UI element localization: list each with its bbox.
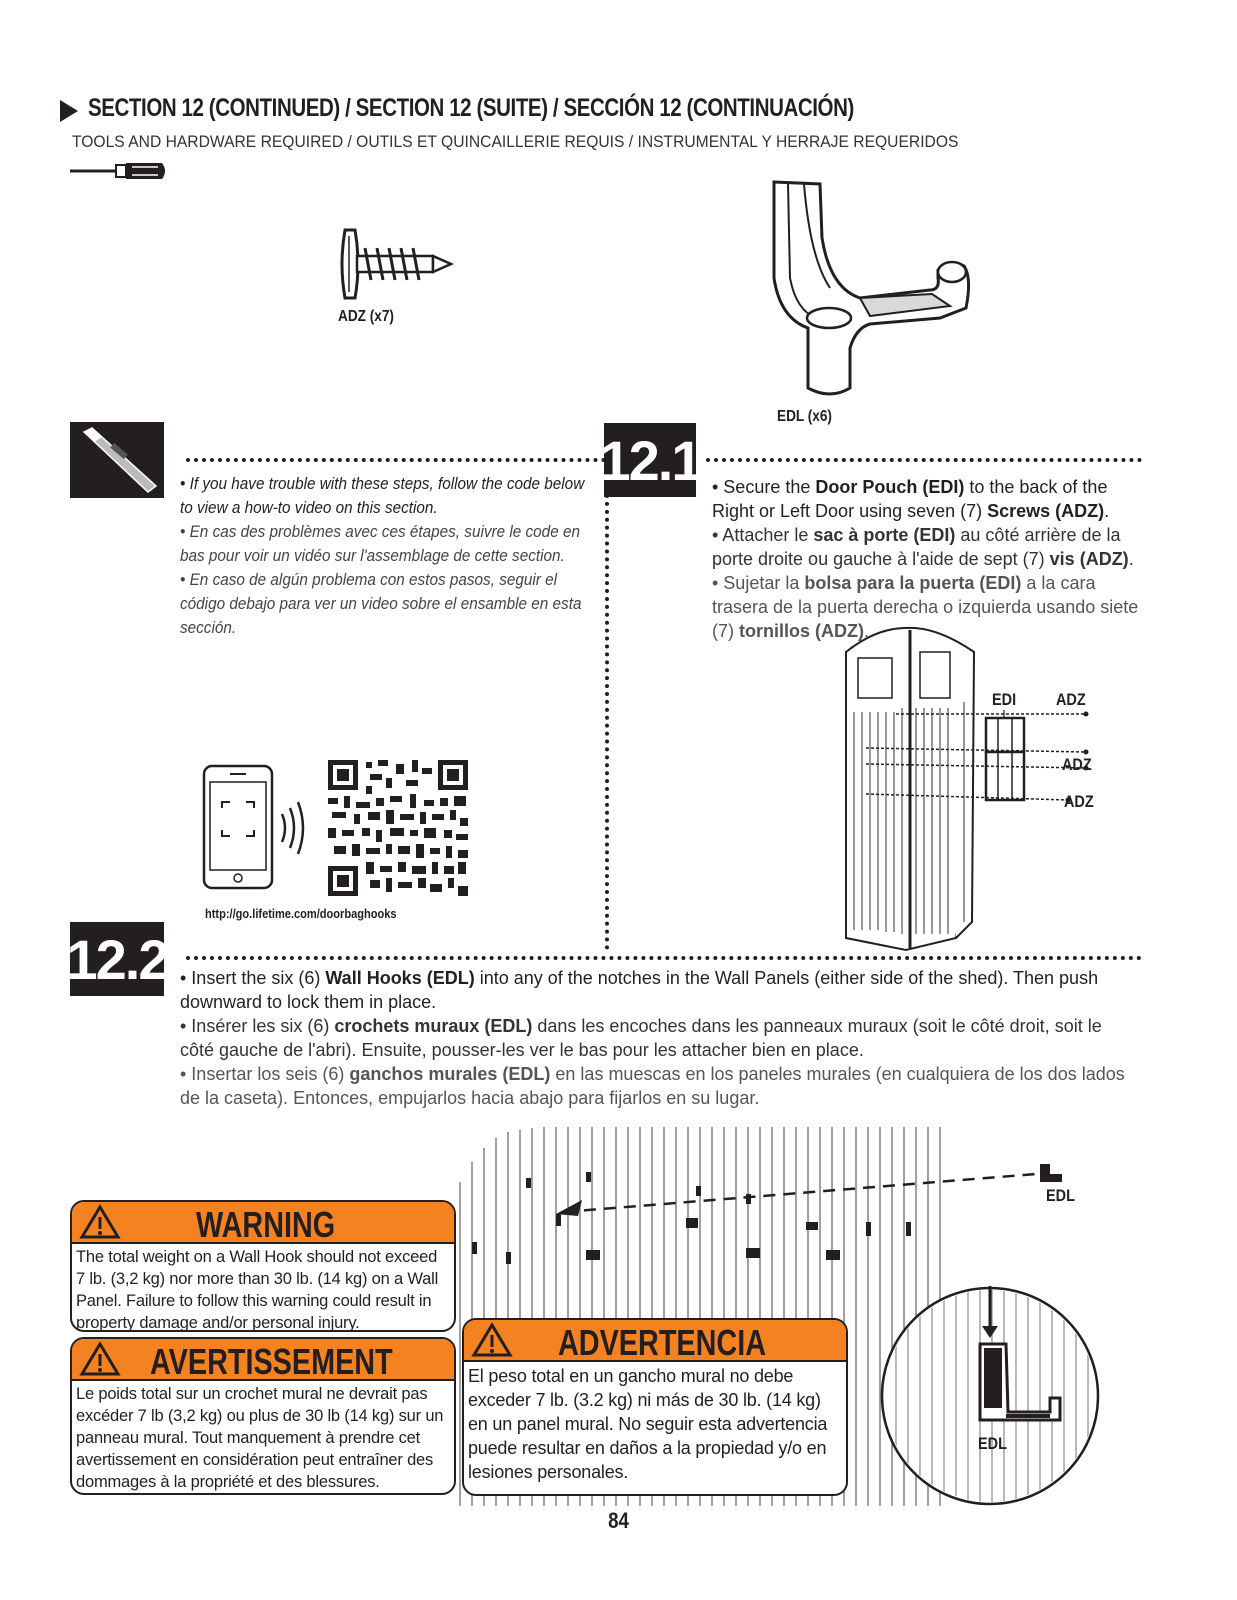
step-12-1-en: • Secure the Door Pouch (EDI) to the back of the Right or Left Door using seven (7) Screws (ADZ). (712, 477, 1110, 521)
page-title: SECTION 12 (CONTINUED) / SECTION 12 (SUITE) / SECCIÓN 12 (CONTINUACIÓN) (88, 94, 854, 122)
step-12-2-es: • Insertar los seis (6) ganchos murales (EDL) en las muescas en los paneles murales (en cualquiera de los dos lados de la caseta). Entonces, empujarlos hacia abajo para fijarlos en su lugar. (180, 1064, 1125, 1108)
diagram-label-edl: EDL (1046, 1186, 1075, 1205)
screw-label: ADZ (x7) (338, 308, 394, 325)
step-12-1-es: • Sujetar la bolsa para la puerta (EDI) a la cara trasera de la puerta derecha o izquierda usando siete (7) tornillos (ADZ). (712, 573, 1139, 641)
tip-es: • En caso de algún problema con estos pasos, seguir el código debajo para ver un video sobre el ensamble en esta sección. (180, 570, 582, 637)
tip-pencil-icon (70, 422, 164, 498)
wall-hook-edl-icon (760, 178, 980, 400)
step-12-1-badge: 12.1 (604, 423, 696, 497)
screw-adz-icon (335, 228, 455, 300)
divider-dots-vertical (605, 494, 609, 950)
warning-triangle-icon (80, 1342, 120, 1376)
warning-title: ADVERTENCIA (558, 1322, 767, 1363)
warning-text: The total weight on a Wall Hook should not exceed 7 lb. (3,2 kg) nor more than 30 lb. (14 kg) on a Wall Panel. Failure to follow this warning could result in property damage and/or personal injury. (76, 1248, 439, 1332)
diagram-label-adz: ADZ (1062, 755, 1092, 774)
step-12-1-text (712, 475, 1142, 643)
step-12-2-fr: • Insérer les six (6) crochets muraux (EDL) dans les encoches dans les panneaux muraux (soit le côté droit, soit le côté gauche de l'abri). Ensuite, pousser-les ver le bas pour les attacher bien en place. (180, 1016, 1102, 1060)
divider-dots (706, 458, 1142, 462)
page-number: 84 (608, 1508, 629, 1533)
video-url-link[interactable]: http://go.lifetime.com/doorbaghooks (205, 906, 397, 921)
hook-label: EDL (x6) (777, 408, 832, 425)
warning-header (464, 1320, 846, 1362)
section-arrow-icon (60, 100, 78, 122)
step-12-2-text (180, 966, 1140, 1110)
warning-box-es (462, 1318, 848, 1496)
phone-scan-icon (202, 764, 314, 890)
warning-header (72, 1339, 454, 1381)
qr-code[interactable] (326, 758, 470, 898)
warning-text: El peso total en un gancho mural no debe exceder 7 lb. (3.2 kg) ni más de 30 lb. (14 kg) en un panel mural. No seguir esta advertencia puede resultar en daños a la propiedad y/o en lesiones personales. (468, 1366, 828, 1482)
warning-text: Le poids total sur un crochet mural ne devrait pas excéder 7 lb (3,2 kg) ou plus de 30 lb (14 kg) sur un panneau mural. Tout manquement à prendre cet avertissement en considération peut entraîner des dommages à la propriété et des blessures. (76, 1385, 444, 1491)
tools-subtitle: TOOLS AND HARDWARE REQUIRED / OUTILS ET QUINCAILLERIE REQUIS / INSTRUMENTAL Y HERRAJE REQUERIDOS (72, 132, 959, 151)
warning-box-fr (70, 1337, 456, 1495)
warning-header (72, 1202, 454, 1244)
tip-fr: • En cas des problèmes avec ces étapes, suivre le code en bas pour voir un vidéo sur l'assemblage de cette section. (180, 522, 580, 565)
diagram-label-edi: EDI (992, 690, 1017, 709)
tip-en: • If you have trouble with these steps, follow the code below to view a how-to video on this section. (180, 474, 585, 517)
step-12-2-en: • Insert the six (6) Wall Hooks (EDL) into any of the notches in the Wall Panels (either side of the shed). Then push downward to lock them in place. (180, 968, 1099, 1012)
step-12-1-fr: • Attacher le sac à porte (EDI) au côté arrière de la porte droite ou gauche à l'aide de sept (7) vis (ADZ). (712, 525, 1134, 569)
screwdriver-icon (70, 160, 170, 182)
step-12-2-badge: 12.2 (70, 922, 164, 996)
diagram-label-adz: ADZ (1056, 690, 1086, 709)
warning-triangle-icon (472, 1323, 512, 1357)
divider-dots (186, 956, 1142, 960)
warning-title: WARNING (196, 1204, 336, 1245)
warning-title: AVERTISSEMENT (150, 1341, 393, 1382)
tip-text (180, 472, 594, 640)
door-pouch-diagram (836, 622, 1106, 952)
warning-box-en (70, 1200, 456, 1332)
diagram-label-edl: EDL (978, 1434, 1007, 1453)
divider-dots (186, 458, 606, 462)
warning-triangle-icon (80, 1205, 120, 1239)
diagram-label-adz: ADZ (1064, 792, 1094, 811)
